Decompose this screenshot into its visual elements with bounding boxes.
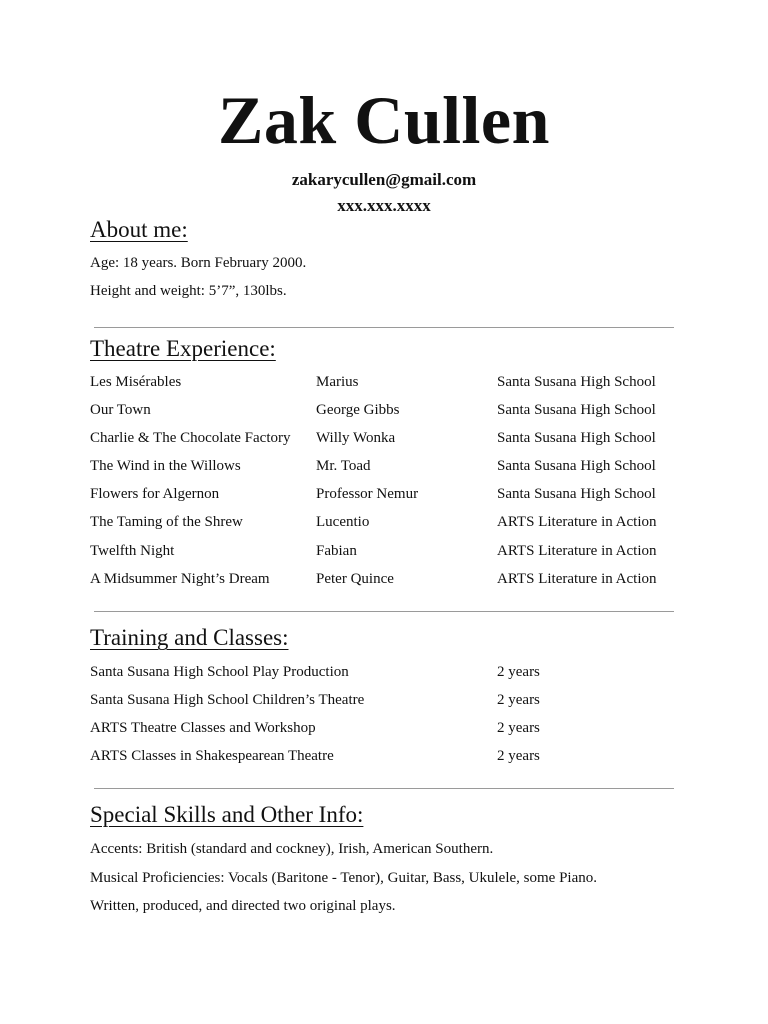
theatre-heading: Theatre Experience: <box>90 336 276 361</box>
course-duration: 2 years <box>497 748 540 764</box>
course-name: Santa Susana High School Children’s Theatre <box>90 692 365 708</box>
venue-name: Santa Susana High School <box>497 486 656 502</box>
skills-line: Accents: British (standard and cockney), Irish, American Southern. <box>90 841 494 857</box>
role-name: Mr. Toad <box>316 458 371 474</box>
venue-name: Santa Susana High School <box>497 458 656 474</box>
section-divider <box>94 611 674 612</box>
email-address: zakarycullen@gmail.com <box>291 170 477 189</box>
venue-name: Santa Susana High School <box>497 402 656 418</box>
course-duration: 2 years <box>497 664 540 680</box>
role-name: Lucentio <box>316 514 370 530</box>
production-title: Twelfth Night <box>90 543 175 559</box>
production-title: Flowers for Algernon <box>90 486 220 502</box>
course-duration: 2 years <box>497 692 540 708</box>
role-name: Willy Wonka <box>316 430 396 446</box>
venue-name: ARTS Literature in Action <box>497 543 657 559</box>
role-name: George Gibbs <box>316 402 400 418</box>
about-line: Age: 18 years. Born February 2000. <box>90 255 307 271</box>
skills-line: Musical Proficiencies: Vocals (Baritone - Tenor), Guitar, Bass, Ukulele, some Piano. <box>90 870 597 886</box>
production-title: A Midsummer Night’s Dream <box>90 571 270 587</box>
role-name: Marius <box>316 374 359 390</box>
role-name: Peter Quince <box>316 571 394 587</box>
production-title: Charlie & The Chocolate Factory <box>90 430 291 446</box>
applicant-name: Zak Cullen <box>218 82 550 158</box>
venue-name: Santa Susana High School <box>497 430 656 446</box>
production-title: The Wind in the Willows <box>90 458 241 474</box>
about-heading: About me: <box>90 217 188 242</box>
course-duration: 2 years <box>497 720 540 736</box>
course-name: ARTS Classes in Shakespearean Theatre <box>90 748 334 764</box>
skills-line: Written, produced, and directed two original plays. <box>90 898 396 914</box>
course-name: Santa Susana High School Play Production <box>90 664 349 680</box>
training-heading: Training and Classes: <box>90 625 289 650</box>
venue-name: ARTS Literature in Action <box>497 514 657 530</box>
venue-name: Santa Susana High School <box>497 374 656 390</box>
section-divider <box>94 788 674 789</box>
skills-heading: Special Skills and Other Info: <box>90 802 364 827</box>
venue-name: ARTS Literature in Action <box>497 571 657 587</box>
section-divider <box>94 327 674 328</box>
role-name: Fabian <box>316 543 357 559</box>
about-line: Height and weight: 5’7”, 130lbs. <box>90 283 287 299</box>
course-name: ARTS Theatre Classes and Workshop <box>90 720 316 736</box>
role-name: Professor Nemur <box>316 486 419 502</box>
production-title: Les Misérables <box>90 374 182 390</box>
production-title: Our Town <box>90 402 151 418</box>
production-title: The Taming of the Shrew <box>90 514 243 530</box>
phone-number: xxx.xxx.xxxx <box>337 196 431 215</box>
